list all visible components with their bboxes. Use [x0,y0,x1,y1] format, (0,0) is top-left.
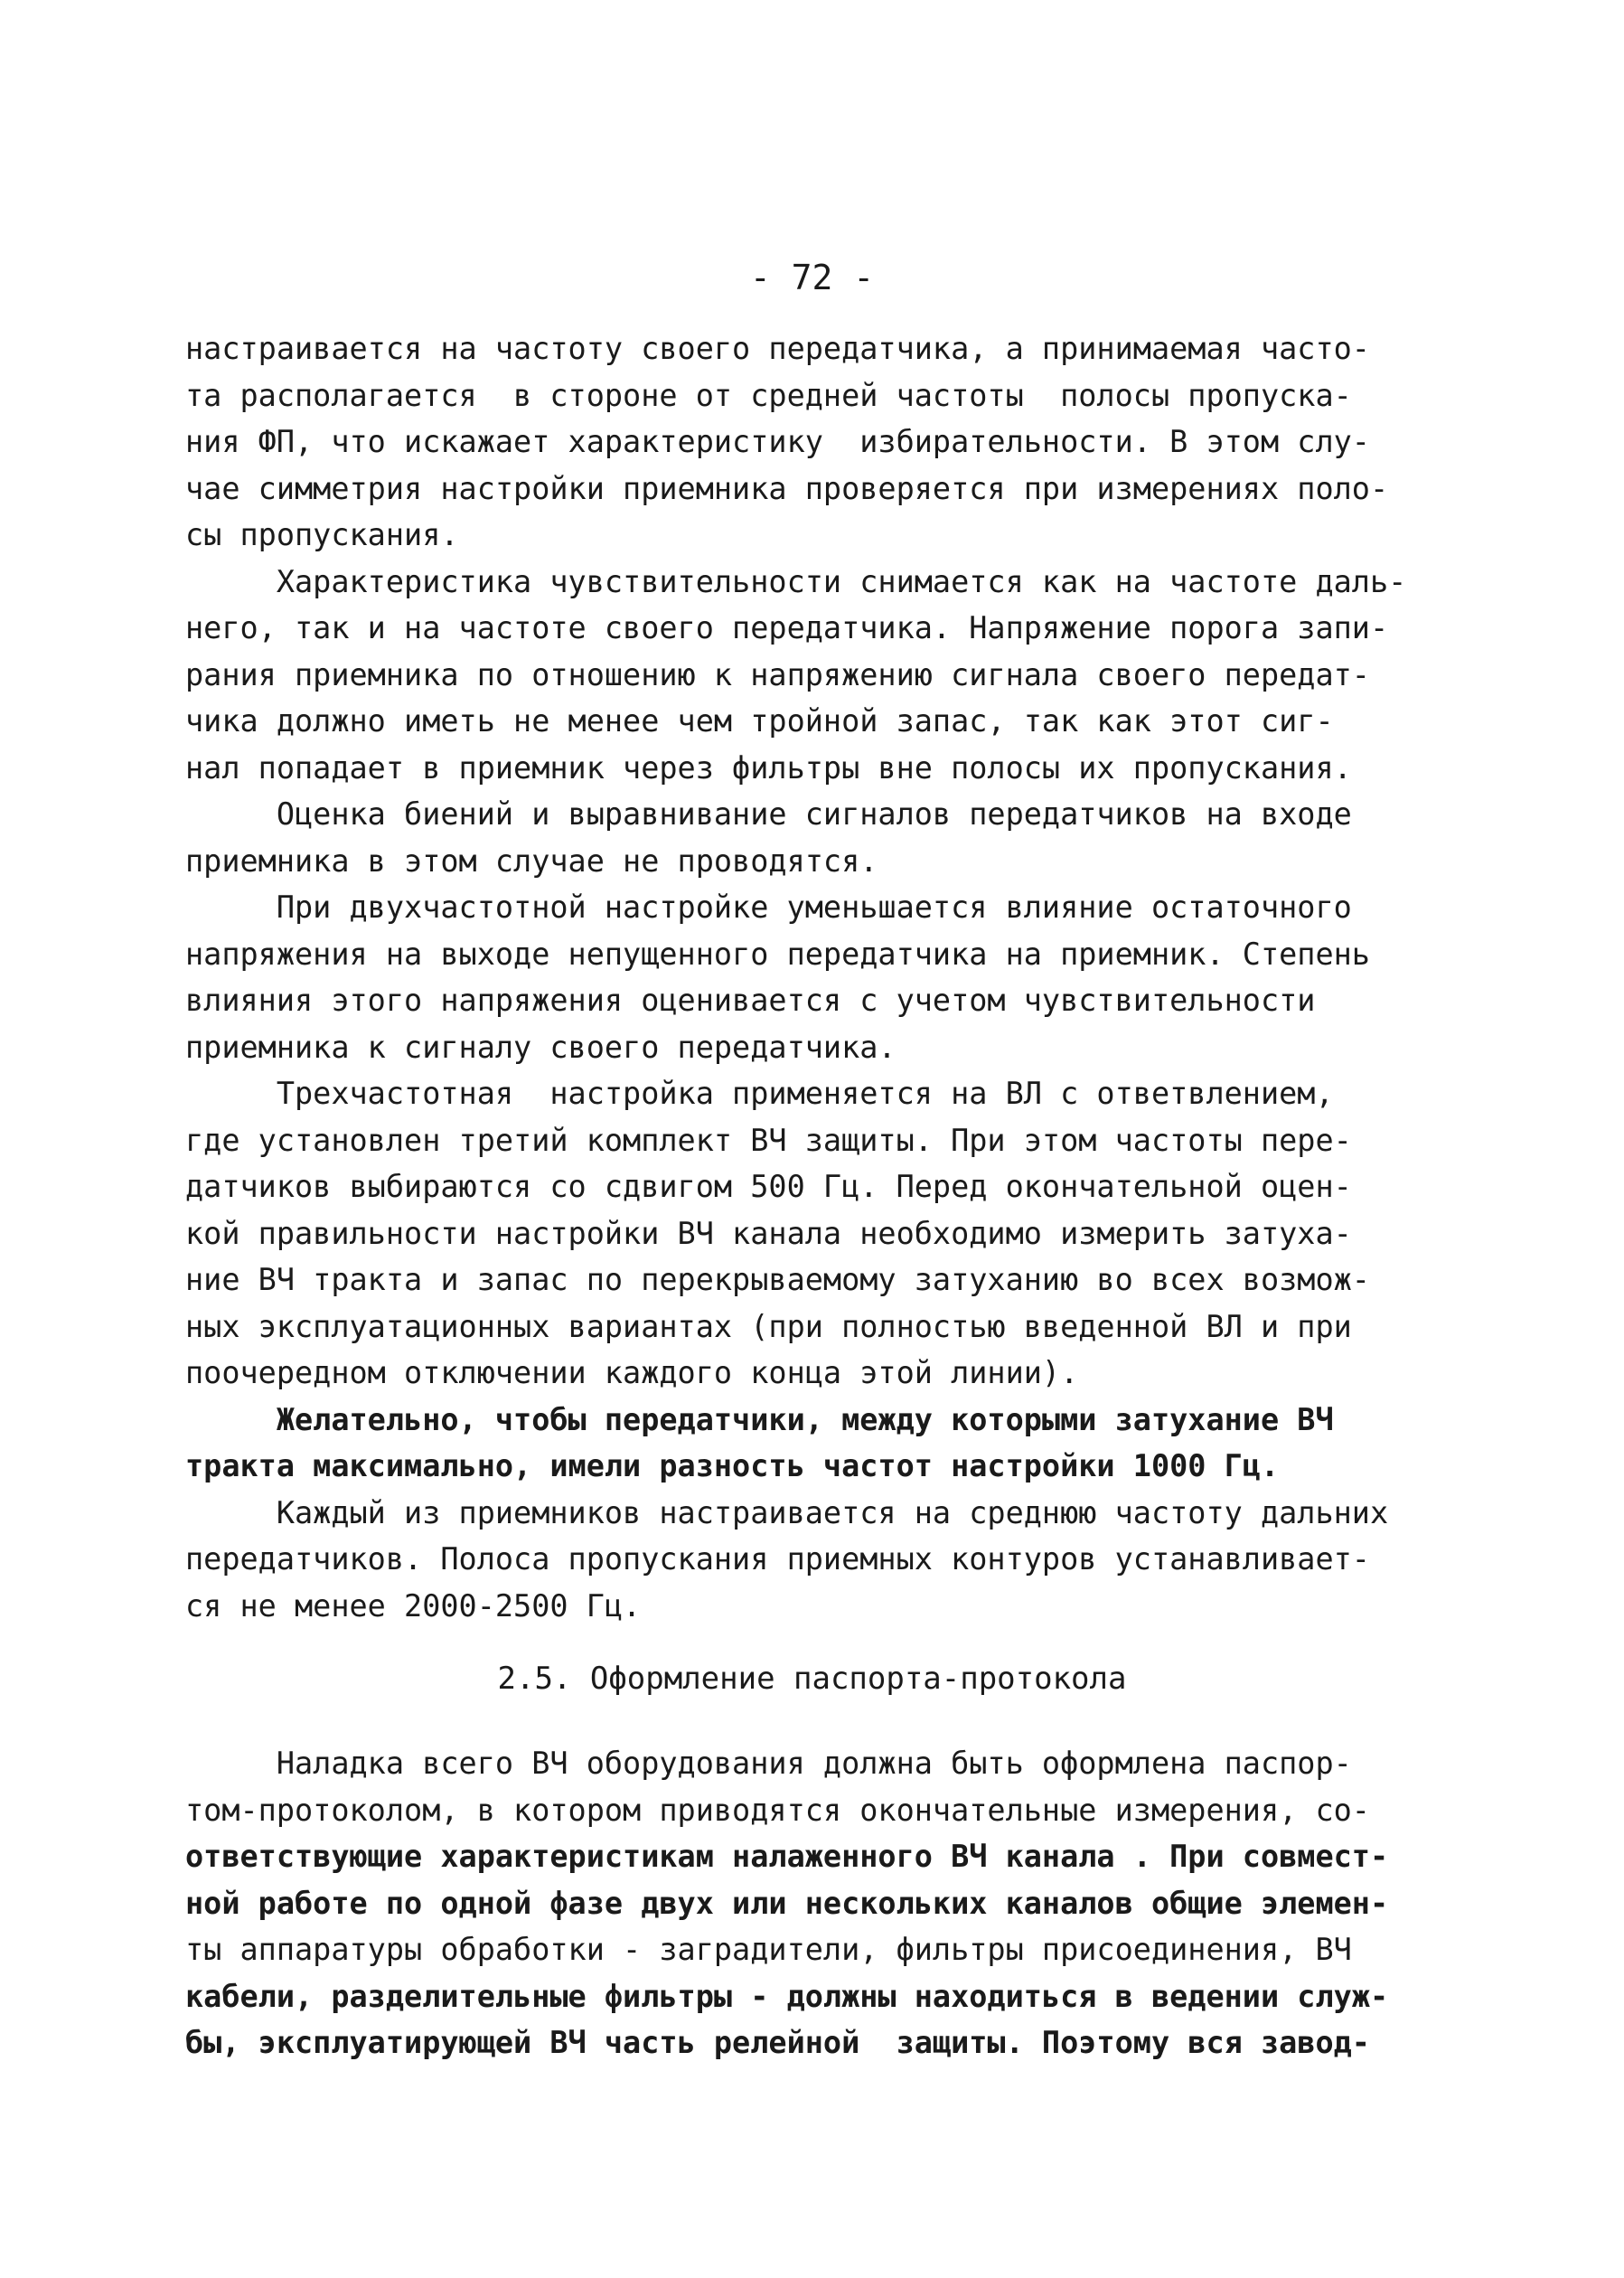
text-line: него, так и на частоте своего передатчика. Напряжение порога запи- [185,610,1389,645]
text-line: кабели, разделительные фильтры - должны находиться в ведении служ- [185,1978,1389,2014]
text-line: При двухчастотной настройке уменьшается влияние остаточного [185,890,1352,925]
text-line: приемника в этом случае не проводятся. [185,842,878,879]
text-line: Оценка биений и выравнивание сигналов передатчиков на входе [185,796,1352,832]
text-line: где установлен третий комплект ВЧ защиты. При этом частоты пере- [185,1122,1352,1158]
main-text-block [185,325,1487,1629]
text-line: чика должно иметь не менее чем тройной запас, так как этот сиг- [185,703,1334,739]
text-line: ответствующие характеристикам налаженного ВЧ канала . При совмест- [185,1839,1389,1874]
text-line: Каждый из приемников настраивается на среднюю частоту дальних [185,1494,1389,1530]
text-line: сы пропускания. [185,517,459,552]
text-line: ся не менее 2000-2500 Гц. [185,1587,642,1624]
text-line: поочередном отключении каждого конца этой линии). [185,1355,1079,1390]
text-line: том-протоколом, в котором приводятся окончательные измерения, со- [185,1792,1370,1828]
section-text-block [185,1740,1487,2066]
page-number: - 72 - [749,258,875,297]
text-line: кой правильности настройки ВЧ канала необходимо измерить затуха- [185,1215,1352,1251]
text-line: ной работе по одной фазе двух или нескольких каналов общие элемен- [185,1885,1389,1921]
text-line: ние ВЧ тракта и запас по перекрываемому затуханию во всех возмож- [185,1262,1370,1297]
text-line: Наладка всего ВЧ оборудования должна быть оформлена паспор- [185,1746,1352,1781]
text-line: тракта максимально, имели разность частот настройки 1000 Гц. [185,1448,1280,1483]
section-heading: 2.5. Оформление паспорта-протокола [497,1661,1127,1697]
text-line: бы, эксплуатирующей ВЧ часть релейной защиты. Поэтому вся завод- [185,2025,1370,2060]
text-line: нал попадает в приемник через фильтры вне полосы их пропускания. [185,749,1352,786]
text-line: Характеристика чувствительности снимается как на частоте даль- [185,563,1407,599]
text-line: датчиков выбираются со сдвигом 500 Гц. Перед окончательной оцен- [185,1169,1352,1204]
text-line: влияния этого напряжения оценивается с учетом чувствительности [185,983,1316,1018]
text-line: ты аппаратуры обработки - заградители, фильтры присоединения, ВЧ [185,1932,1352,1967]
text-line: Трехчастотная настройка применяется на ВЛ с ответвлением, [185,1076,1334,1111]
text-line: приемника к сигналу своего передатчика. [185,1029,896,1065]
text-line: напряжения на выходе непущенного передатчика на приемник. Степень [185,936,1370,972]
text-line: чае симметрия настройки приемника проверяется при измерениях поло- [185,470,1389,506]
text-line: передатчиков. Полоса пропускания приемных контуров устанавливает- [185,1541,1370,1577]
text-line: настраивается на частоту своего передатчика, а принимаемая часто- [185,331,1370,366]
text-line: ния ФП, что искажает характеристику избирательности. В этом слу- [185,424,1370,459]
text-line: та располагается в стороне от средней частоты полосы пропуска- [185,377,1352,413]
text-line: рания приемника по отношению к напряжению сигнала своего передат- [185,656,1370,692]
text-line: Желательно, чтобы передатчики, между которыми затухание ВЧ [185,1401,1334,1437]
text-line: ных эксплуатационных вариантах (при полностью введенной ВЛ и при [185,1308,1352,1344]
